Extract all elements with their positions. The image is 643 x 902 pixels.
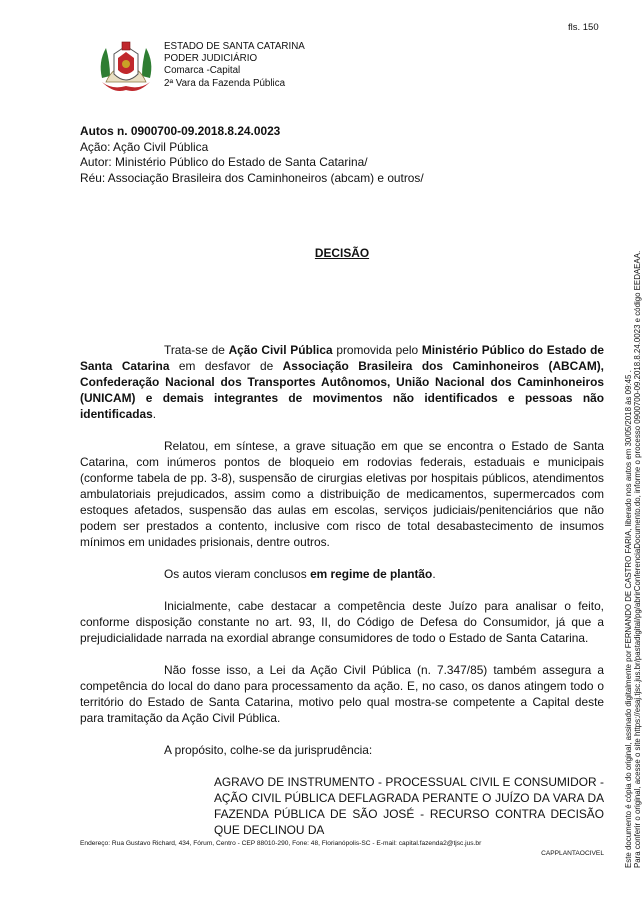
header-state: ESTADO DE SANTA CATARINA	[164, 41, 305, 52]
case-defendant: Réu: Associação Brasileira dos Caminhoneiros (abcam) e outros/	[80, 170, 424, 185]
paragraph-1: Trata-se de Ação Civil Pública promovida pelo Ministério Público do Estado de Santa Catarina em desfavor de Associação Brasileira dos Caminhoneiros (ABCAM), Confederação Nacional dos Transportes Autônomos, União Nacional dos Caminhoneiros (UNICAM) e demais integrantes de movimentos não identificados e pessoas não identificadas.	[80, 343, 605, 421]
paragraph-2: Relatou, em síntese, a grave situação em que se encontra o Estado de Santa Catarina, com inúmeros pontos de bloqueio em rodovias federais, estaduais e municipais (conforme tabela de pp. 3-8), suspensão de cirurgias eletivas por hospitais públicos, atendimentos ambulatoriais prejudicados, assim como a distribuição de medicamentos, supermercados com estoques afetados, suspensão das aulas em escolas, serviços judiciais/penitenciários que não podem ser prestados a contento, inclusive com risco de total desabastecimento de insumos mínimos em unidades prisionais, dentre outros.	[80, 439, 604, 549]
header-district: Comarca -Capital	[164, 65, 241, 77]
state-coat-of-arms-icon	[96, 38, 156, 98]
page-footer	[80, 839, 604, 858]
case-number: Autos n. 0900700-09.2018.8.24.0023	[80, 124, 281, 138]
paragraph-6: A propósito, colhe-se da jurisprudência:	[164, 743, 373, 757]
case-plaintiff: Autor: Ministério Público do Estado de Santa Catarina/	[80, 155, 368, 170]
authenticity-side-note	[624, 108, 643, 868]
case-info	[80, 124, 424, 186]
case-action: Ação: Ação Civil Pública	[80, 139, 209, 154]
document-title: DECISÃO	[314, 246, 370, 260]
paragraph-4: Inicialmente, cabe destacar a competência deste Juízo para analisar o feito, conforme disposição constante no art. 93, II, do Código de Defesa do Consumidor, já que a prejudicialidade narrada na exordial abrange consumidores de todo o Estado de Santa Catarina.	[80, 599, 604, 645]
paragraph-3: Os autos vieram conclusos em regime de plantão.	[164, 567, 436, 581]
side-note-line-2: Para conferir o original, acesse o site https://esaj.tjsc.jus.br/pastadigital/pg/abrirConferenciaDocumento.do, informe o processo 0900700-09.2018.8.24.0023 e código EEDAEAA.	[633, 250, 643, 868]
side-note-line-1: Este documento é cópia do original, assinado digitalmente por FERNANDO DE CASTRO FARIA, liberado nos autos em 30/05/2018 às 09:45 .	[624, 370, 633, 868]
jurisprudence-quote: AGRAVO DE INSTRUMENTO - PROCESSUAL CIVIL E CONSUMIDOR - AÇÃO CIVIL PÚBLICA DEFLAGRADA PERANTE O JUÍZO DA VARA DA FAZENDA PÚBLICA DE SÃO JOSÉ - RECURSO CONTRA DECISÃO QUE DECLINOU DA	[214, 775, 604, 837]
header-judiciary: PODER JUDICIÁRIO	[164, 53, 258, 65]
footer-address: Endereço: Rua Gustavo Richard, 434, Fórum, Centro - CEP 88010-290, Fone: 48, Florianópolis-SC - E-mail: capital.fazenda2@tjsc.jus.br	[80, 840, 482, 847]
header-court: 2ª Vara da Fazenda Pública	[164, 77, 286, 89]
page-number-label: fls. 150	[568, 22, 599, 33]
paragraph-5: Não fosse isso, a Lei da Ação Civil Pública (n. 7.347/85) também assegura a competência do local do dano para processamento da ação. E, no caso, os danos atingem todo o território do Estado de Santa Catarina, motivo pelo qual mostra-se competente a Capital deste para tramitação da Ação Civil Pública.	[80, 663, 604, 725]
decision-body	[80, 342, 604, 768]
court-header	[164, 41, 305, 90]
footer-code: CAPPLANTAOCIVEL	[541, 849, 604, 857]
